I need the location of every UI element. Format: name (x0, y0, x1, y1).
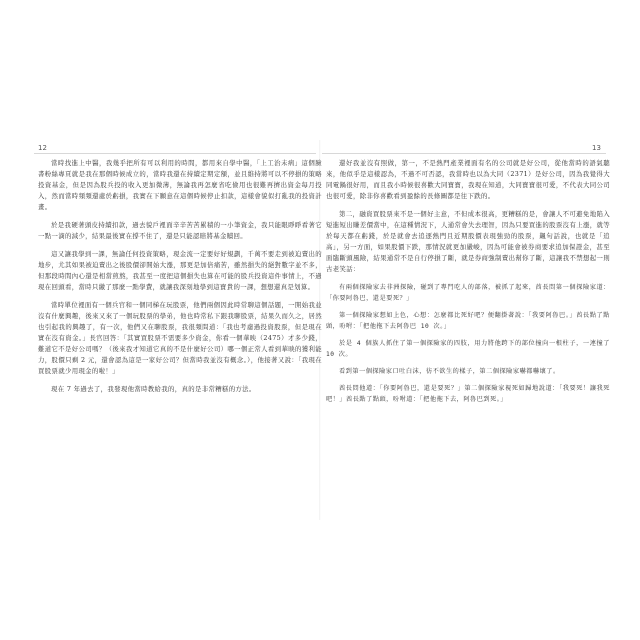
left-paragraph-1: 當時找進上中醫，我幾乎把所有可以利用的時間，都用來自學中醫，「上工治未病」這個臉書粉絲專頁就是我在那個時候成立的，當時我還在持續定期定額，並且維持將可以不停損的策略投資基金，但是因為股兵投的收入更加微薄，無論我再怎麼省吃儉用也很難再擠出資金每月投入，然而當時頻頻還處於虧損，我實在下願意在這個時候停止扣款，這樣會貌似打亂我的投資計畫。 (38, 159, 322, 211)
left-paragraph-5: 現在 7 年過去了，我發現他當時教給我的，真的是非常糟糕的方法。 (51, 385, 256, 393)
right-page-number: 13 (592, 144, 601, 152)
joke-paragraph-3: 於是 4 個族人抓住了第一個探險家的四肢，用力將他跨下的部位撞向一根柱子，一連撞了 10 次。 (326, 340, 610, 358)
joke-paragraph-2: 第一個探險家想如上色，心想：怎麼都比死好吧？便翻掛著說：「我要阿魯巴。」酋長點了點頭，吩咐：「把他拖下去阿魯巴 10 次。」 (326, 312, 610, 330)
right-paragraph-2: 第二，融資買股票來不是一個好主意，不但成本很高，更糟糕的是，會讓人不可避免地陷入短進短出賺差價當中，在這種情況下，人通常會失去理智，因為只要買進的股票沒有上漲，就等於每天都在虧錢，於是就會去追逐熱門且近期股價表現強勁的股票，飆句話說，也就是「追高」，另一方面，如果股價下跌，那情況就更加嚴峻，因為可能會被券商要求追加保證金，甚至面臨斷頭風險，結果通常不是自行停損了斷，就是券商強制賣出幫你了斷，這讓我不禁想起一則古老笑話： (326, 210, 610, 273)
joke-paragraph-1: 有兩個探險家去非洲探險，碰到了專門吃人的部落，被抓了起來，酋長問第一個探險家道：「你要阿魯巴，還是要死？」 (326, 284, 610, 302)
left-paragraph-4: 當時單位裡面有一個兵官和一個同梯在玩股票，他們兩個因此時常聊這個話題，一開始我並沒有什麼興趣，後來又來了一個玩股票的學弟，他也時常私下跟我聊股票，結果久而久之，居然也引起我的興趣了，有一次，他們又在聊股票，我很頻問道：「我也考慮過投資股票，但是現在實在沒有資金。」長官回答：「其實買股票不需要多少資金，你看一個華映（2475）才多少錢，難道它不是好公司嗎？（後來我才知道它真的不是什麼好公司）哪一個正常人看到華映的獲利能力，股價只剩 2 元，還會認為這是一家好公司？但當時我並沒有概念。），他接著又說：「我現在買股票就少用現金的啦！」 (38, 301, 322, 375)
joke-paragraph-4: 看到第一個探險家口吐白沫，彷不欲生的樣子，第二個探險家嚇都嚇壞了。 (339, 368, 560, 375)
right-page-body (326, 158, 610, 411)
right-page (326, 140, 610, 520)
left-page-body (38, 158, 322, 402)
left-page (38, 140, 322, 520)
right-paragraph-1: 還好我並沒有照做，第一，不是熱門產業裡面有名的公司就是好公司，從他當時的語氣聽來，他似乎是這樣認為，不過不可否認，我當時也以為大同（2371）是好公司，因為我覺得大同電鍋很好用，而且我小時候很喜歡大同寶寶，我現在知道，大同寶寶很可愛，不代表大同公司也很可愛，除非你喜歡看到盈餘的長條圖都是往下跌的。 (326, 159, 610, 200)
left-paragraph-2: 於是我硬著頭皮持續扣款，過去貌戶裡面辛辛苦苦累積的一小筆資金，我只能眼睜睜看著它一點一滴的減少，結果最後實在撐不住了，還是只能認賠將基金贖回。 (38, 221, 322, 240)
left-paragraph-3: 這又讓我學到一課，無論任何投資策略，現金流一定要好好規劃，千萬不要走到被迫賣出的地步，尤其如果被迫賣出之後股價卻開始大漲，那更是加倍痛苦，雖然損失的絕對數字並不多，但那段時間內心還是相當煎熬，我甚至一度把這個損失也算在可能的股兵投資這件事情上，不過現在回頭看，當時只繳了那麼一點學費，就讓我深刻地學到這寶貴的一課，想想還真是划算。 (38, 250, 322, 291)
joke-paragraph-5: 酋長問他道：「你要阿魯巴，還是要死？」第二個探險家視死如歸地說道：「我要死！讓我死吧！」酋長點了點頭，吩咐道：「把他拖下去，阿魯巴到死。」 (326, 385, 610, 403)
left-page-number: 12 (38, 144, 47, 152)
